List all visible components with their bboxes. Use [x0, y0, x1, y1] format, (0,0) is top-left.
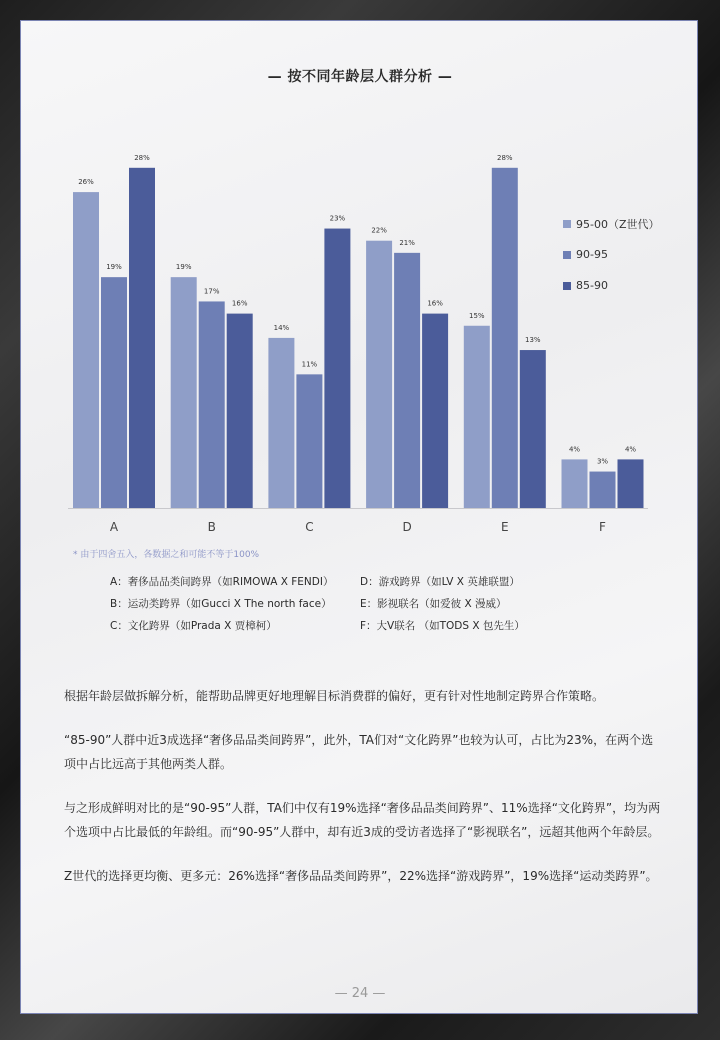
chart-legend — [563, 208, 660, 301]
bar — [492, 168, 518, 508]
category-label: B — [207, 520, 216, 534]
data-label: 13% — [525, 336, 541, 345]
bar — [129, 168, 155, 508]
paragraph: “85-90”人群中近3成选择“奢侈品品类间跨界”，此外，TA们对“文化跨界”也较为认可，占比为23%，在两个选项中占比远高于其他两类人群。 — [64, 733, 654, 771]
data-label: 22% — [371, 226, 387, 235]
bar — [464, 326, 490, 508]
option-code: C： — [110, 620, 128, 632]
option-row — [110, 596, 610, 618]
bar — [366, 241, 392, 508]
data-label: 16% — [427, 299, 443, 308]
bar — [101, 277, 127, 508]
option-text: 文化跨界（如Prada X 贾樟柯） — [127, 620, 277, 632]
legend-label: 85-90 — [576, 279, 608, 292]
category-label: A — [109, 520, 119, 534]
chart-title: — 按不同年龄层人群分析 — — [267, 69, 453, 85]
paragraph: Z世代的选择更均衡、更多元：26%选择“奢侈品品类间跨界”，22%选择“游戏跨界”，19%选择“运动类跨界”。 — [64, 869, 658, 883]
bar — [324, 229, 350, 508]
legend-swatch — [563, 282, 571, 290]
legend-item-90-95 — [563, 239, 660, 270]
bar — [590, 472, 616, 508]
option-text: 影视联名（如爱彼 X 漫威） — [377, 598, 507, 610]
legend-swatch — [563, 220, 571, 228]
legend-item-gen-z — [563, 208, 660, 239]
data-label: 14% — [273, 323, 290, 332]
option-code: F： — [360, 620, 377, 632]
option-a — [110, 574, 360, 596]
data-label: 28% — [134, 153, 150, 162]
bar — [422, 314, 448, 508]
bar — [227, 314, 253, 508]
option-text: 大V联名 （如TODS X 包先生） — [376, 620, 525, 632]
option-d — [360, 574, 610, 596]
option-text: 游戏跨界（如LV X 英雄联盟） — [378, 576, 520, 588]
data-label: 4% — [624, 445, 637, 454]
analysis-text — [64, 684, 664, 908]
chart-footnote: * 由于四舍五入，各数据之和可能不等于100% — [73, 550, 260, 560]
option-e — [360, 596, 610, 618]
data-label: 19% — [175, 263, 192, 272]
data-label: 15% — [469, 311, 485, 320]
option-text: 奢侈品品类间跨界（如RIMOWA X FENDI） — [127, 576, 334, 588]
category-label: F — [599, 520, 606, 534]
bar — [618, 459, 644, 508]
option-code: B： — [110, 598, 128, 610]
data-label: 19% — [106, 263, 122, 272]
option-b — [110, 596, 360, 618]
option-code: E： — [360, 598, 378, 610]
category-label: E — [501, 520, 509, 534]
bar — [199, 301, 225, 508]
page-number: — 24 — — [334, 986, 386, 1001]
option-code: D： — [360, 576, 379, 588]
option-code: A： — [110, 576, 128, 588]
bar — [171, 277, 197, 508]
legend-label: 90-95 — [576, 248, 608, 261]
category-label: D — [402, 520, 412, 534]
data-label: 23% — [329, 214, 346, 223]
data-label: 4% — [568, 445, 581, 454]
bar — [394, 253, 420, 508]
legend-label: 95-00（Z世代） — [576, 217, 660, 231]
data-label: 11% — [301, 360, 318, 369]
bar — [520, 350, 546, 508]
bar — [562, 459, 588, 508]
legend-item-85-90 — [563, 270, 660, 301]
data-label: 26% — [78, 178, 94, 187]
paragraph: 与之形成鲜明对比的是“90-95”人群，TA们中仅有19%选择“奢侈品品类间跨界”、11%选择“文化跨界”，均为两个选项中占比最低的年龄组。而“90-95”人群中，却有近3成的受访者选择了“影视联名”，远超其他两个年龄层。 — [64, 801, 661, 839]
bar — [268, 338, 294, 508]
data-label: 17% — [203, 287, 220, 296]
data-label: 21% — [399, 238, 415, 247]
data-label: 3% — [596, 457, 609, 466]
category-label: C — [305, 520, 314, 534]
paragraph: 根据年龄层做拆解分析，能帮助品牌更好地理解目标消费群的偏好，更有针对性地制定跨界合作策略。 — [64, 689, 605, 703]
option-c — [110, 618, 360, 640]
bar — [73, 192, 99, 508]
option-row — [110, 618, 610, 640]
option-list — [110, 574, 610, 640]
option-text: 运动类跨界（如Gucci X The north face） — [127, 598, 332, 610]
legend-swatch — [563, 251, 571, 259]
data-label: 16% — [231, 299, 248, 308]
option-row — [110, 574, 610, 596]
data-label: 28% — [497, 153, 513, 162]
option-f — [360, 618, 610, 640]
bar — [296, 374, 322, 508]
